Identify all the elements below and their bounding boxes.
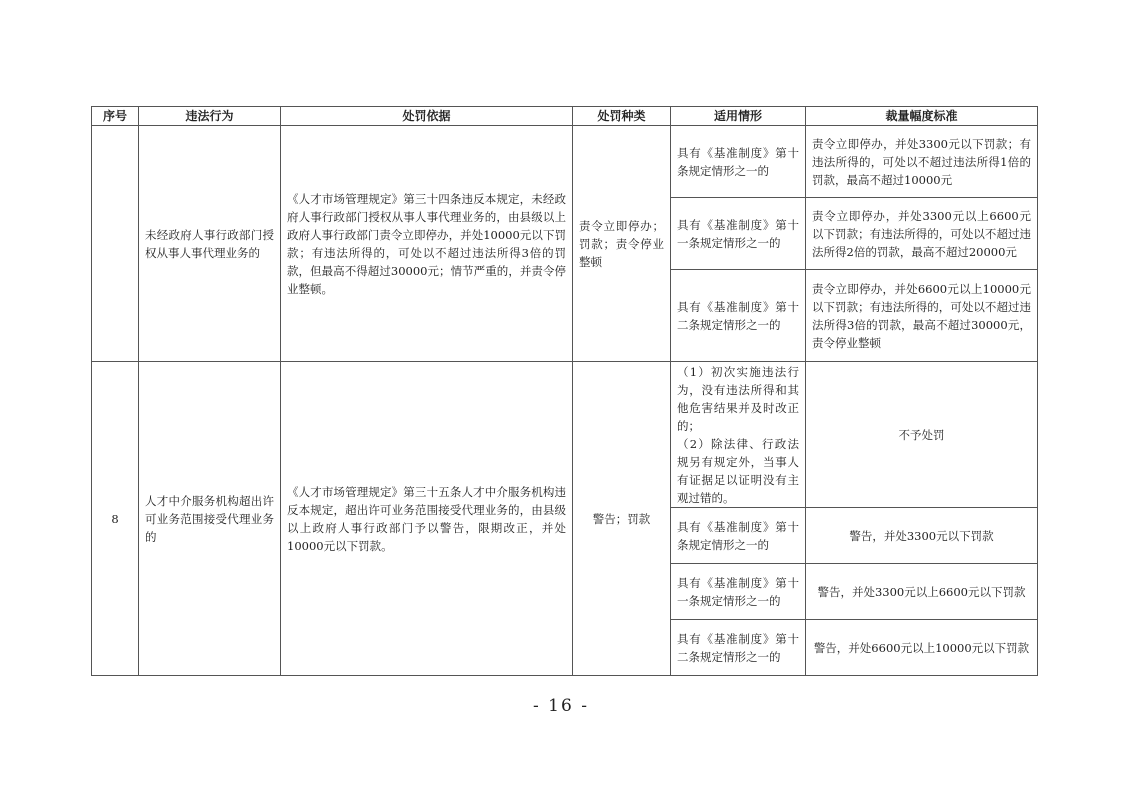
header-act: 违法行为 bbox=[139, 107, 281, 126]
violation-cell: 未经政府人事行政部门授权从事人事代理业务的 bbox=[139, 126, 281, 362]
basis-cell: 《人才市场管理规定》第三十四条违反本规定，未经政府人事行政部门授权从事人事代理业务的，由县级以上政府人事行政部门责令立即停办，并处10000元以下罚款；有违法所得的，可处以不超过违法所得3倍的罚款，但最高不得超过30000元；情节严重的，并责令停业整顿。 bbox=[281, 126, 573, 362]
situation-cell: 具有《基准制度》第十二条规定情形之一的 bbox=[671, 270, 806, 362]
standard-cell: 警告，并处6600元以上10000元以下罚款 bbox=[806, 620, 1038, 676]
penalty-type-cell: 警告；罚款 bbox=[573, 362, 671, 676]
violation-cell: 人才中介服务机构超出许可业务范围接受代理业务的 bbox=[139, 362, 281, 676]
header-type: 处罚种类 bbox=[573, 107, 671, 126]
table-row bbox=[92, 362, 1038, 508]
header-standard: 裁量幅度标准 bbox=[806, 107, 1038, 126]
header-situation: 适用情形 bbox=[671, 107, 806, 126]
situation-cell: 具有《基准制度》第十条规定情形之一的 bbox=[671, 126, 806, 198]
situation-cell: 具有《基准制度》第十条规定情形之一的 bbox=[671, 508, 806, 564]
penalty-standard-table bbox=[91, 106, 1038, 676]
table-row bbox=[92, 126, 1038, 198]
standard-cell: 不予处罚 bbox=[806, 362, 1038, 508]
situation-item-1: （1）初次实施违法行为，没有违法所得和其他危害结果并及时改正的； bbox=[677, 364, 799, 433]
seq-cell: 8 bbox=[92, 362, 139, 676]
standard-cell: 责令立即停办，并处6600元以上10000元以下罚款；有违法所得的，可处以不超过违法所得3倍的罚款，最高不超过30000元，责令停业整顿 bbox=[806, 270, 1038, 362]
situation-cell: 具有《基准制度》第十一条规定情形之一的 bbox=[671, 564, 806, 620]
table-header-row bbox=[92, 107, 1038, 126]
situation-item-2: （2）除法律、行政法规另有规定外，当事人有证据足以证明没有主观过错的。 bbox=[677, 436, 799, 505]
situation-cell: 具有《基准制度》第十二条规定情形之一的 bbox=[671, 620, 806, 676]
header-basis: 处罚依据 bbox=[281, 107, 573, 126]
basis-cell: 《人才市场管理规定》第三十五条人才中介服务机构违反本规定，超出许可业务范围接受代理业务的，由县级以上政府人事行政部门予以警告，限期改正，并处10000元以下罚款。 bbox=[281, 362, 573, 676]
page-number: - 16 - bbox=[533, 696, 589, 716]
standard-cell: 责令立即停办，并处3300元以下罚款；有违法所得的，可处以不超过违法所得1倍的罚款，最高不超过10000元 bbox=[806, 126, 1038, 198]
header-seq: 序号 bbox=[92, 107, 139, 126]
standard-cell: 责令立即停办，并处3300元以上6600元以下罚款；有违法所得的，可处以不超过违法所得2倍的罚款，最高不超过20000元 bbox=[806, 198, 1038, 270]
situation-cell: 具有《基准制度》第十一条规定情形之一的 bbox=[671, 198, 806, 270]
penalty-type-cell: 责令立即停办；罚款；责令停业整顿 bbox=[573, 126, 671, 362]
standard-cell: 警告，并处3300元以上6600元以下罚款 bbox=[806, 564, 1038, 620]
seq-cell bbox=[92, 126, 139, 362]
situation-cell bbox=[671, 362, 806, 508]
standard-cell: 警告，并处3300元以下罚款 bbox=[806, 508, 1038, 564]
